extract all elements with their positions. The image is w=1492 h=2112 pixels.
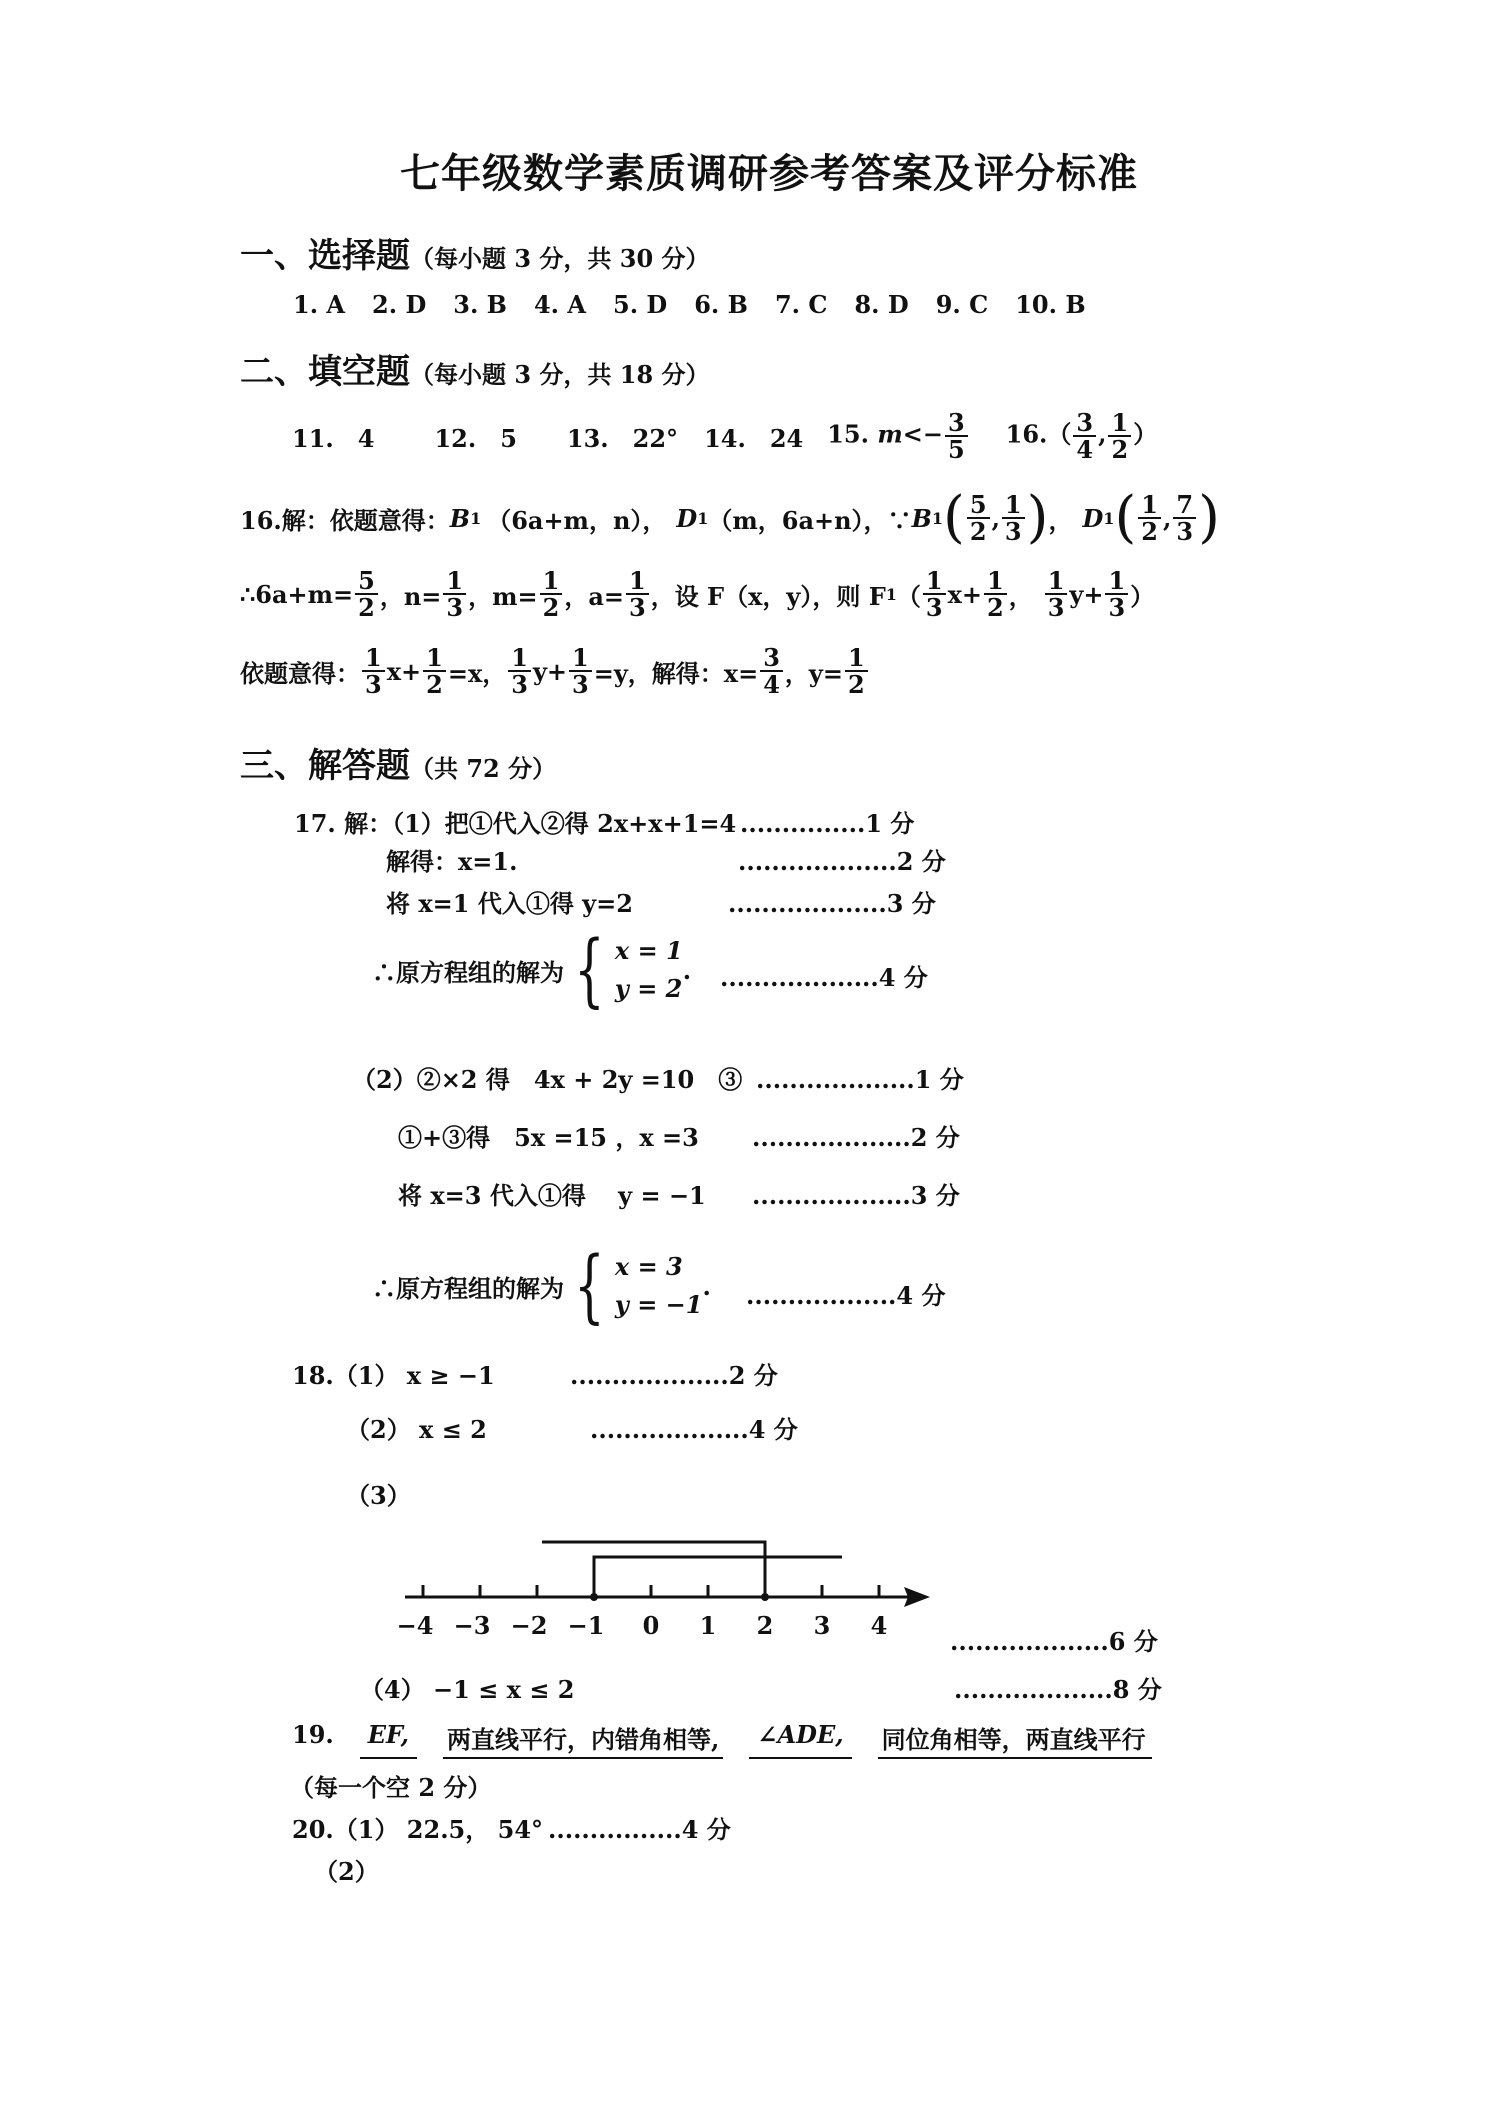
text: ∴原方程组的解为	[372, 1273, 564, 1303]
denominator: 3	[511, 670, 528, 700]
equation-brace	[564, 1239, 703, 1332]
text: =y，解得：x=	[593, 658, 759, 688]
q17-line-2: 解得：x=1.	[386, 847, 518, 876]
numerator: 1	[845, 645, 868, 672]
answer-item: 5. D	[613, 290, 668, 319]
answer-item: 8. D	[854, 290, 909, 319]
fraction	[569, 643, 592, 700]
fraction	[362, 643, 385, 700]
tick-label: 1	[699, 1611, 717, 1640]
denominator: 2	[358, 593, 375, 623]
left-paren: (	[943, 485, 965, 550]
text: y+	[532, 656, 568, 686]
denominator: 3	[925, 593, 943, 623]
score-dots: ...............1 分	[740, 809, 915, 838]
comma: ，	[1008, 581, 1033, 611]
q16-line-2	[240, 566, 1155, 623]
q20-line-2: （2）	[314, 1857, 379, 1886]
fraction	[626, 566, 649, 623]
fill-answer: 11. 4	[292, 423, 375, 453]
relation: <−	[902, 419, 943, 449]
section-heading-fill	[240, 344, 710, 393]
text: ，a=	[564, 581, 624, 611]
text: （m，6a+n），∵	[708, 505, 912, 535]
comma: ，	[1048, 505, 1073, 535]
numerator: 5	[355, 568, 378, 595]
q18-line-2: （2） x ≤ 2	[346, 1415, 487, 1444]
q17-part2-line-1: （2）②×2 得 4x + 2y =10 ③	[352, 1065, 743, 1094]
text: 16.解：依题意得：	[240, 505, 450, 535]
score-dots: ...................2 分	[738, 847, 946, 876]
left-paren: (	[1114, 485, 1137, 550]
tick-label: −1	[567, 1611, 605, 1640]
answer-blank: 两直线平行，内错角相等,	[443, 1720, 723, 1759]
q17-part2-line-2: ①+③得 5x =15 ，x =3	[398, 1123, 699, 1152]
q19-line	[292, 1720, 1152, 1759]
text: （6a+m，n），	[487, 505, 667, 535]
score-dots: ...................6 分	[950, 1627, 1158, 1656]
endpoint-dot	[761, 1593, 769, 1601]
solution-bracket-x-ge-neg1	[594, 1557, 842, 1597]
numerator: 1	[1002, 492, 1025, 519]
var: D	[1082, 503, 1104, 533]
fraction	[355, 566, 378, 623]
denominator: 5	[947, 435, 965, 465]
fill-answers	[292, 408, 1158, 465]
fill-answer-16	[1005, 408, 1158, 465]
section-heading-text: 一、选择题	[240, 236, 410, 276]
solution-bracket-x-le-2	[542, 1542, 765, 1597]
equation-brace	[564, 923, 683, 1016]
fraction	[945, 408, 968, 465]
section-note: （每小题 3 分，共 30 分）	[410, 244, 710, 273]
denominator: 2	[542, 593, 560, 623]
equation: x = 1	[614, 935, 683, 965]
text: =x，	[447, 658, 507, 688]
denominator: 3	[1047, 593, 1065, 623]
equation: x = 3	[614, 1251, 683, 1281]
text: 依题意得：	[240, 658, 360, 688]
answer-item: 9. C	[935, 290, 989, 319]
question-number: 19.	[292, 1720, 334, 1749]
tick-label: 0	[642, 1611, 660, 1640]
answer-blank: ∠ADE,	[749, 1720, 851, 1759]
tick-label: 3	[813, 1611, 831, 1640]
denominator: 3	[1004, 517, 1022, 546]
score-dots: ...................8 分	[954, 1675, 1162, 1704]
fraction	[1045, 566, 1068, 623]
denominator: 2	[1111, 435, 1129, 465]
section-heading-solve	[240, 738, 556, 787]
denominator: 2	[426, 670, 443, 700]
numerator: 3	[945, 410, 968, 437]
subscript: 1	[470, 508, 482, 528]
var: B	[449, 503, 471, 533]
numerator: 1	[362, 645, 385, 672]
var: m	[877, 419, 903, 449]
numerator: 1	[540, 568, 563, 595]
denominator: 3	[1108, 593, 1126, 623]
text: ∴原方程组的解为	[372, 957, 564, 987]
brace-glyph: {	[574, 923, 605, 1016]
denominator: 3	[1176, 517, 1194, 546]
brace-glyph: {	[574, 1239, 605, 1332]
tick-label: −3	[453, 1611, 491, 1640]
fraction	[923, 566, 946, 623]
comma: ,	[1163, 503, 1172, 533]
text: ，n=	[379, 581, 442, 611]
fill-answer: 13. 22°	[566, 423, 679, 453]
score-dots: ...................4 分	[720, 963, 928, 992]
score-dots: ...................3 分	[728, 889, 936, 918]
numerator: 3	[760, 645, 783, 672]
text: ）	[1130, 581, 1155, 611]
score-dots: ...................2 分	[752, 1123, 960, 1152]
denominator: 3	[365, 670, 382, 700]
equation: y = 2	[614, 974, 683, 1003]
fraction	[423, 643, 446, 700]
numerator: 1	[1045, 568, 1068, 595]
tick-label: −4	[396, 1611, 434, 1640]
numerator: 5	[967, 492, 990, 519]
fraction	[1138, 489, 1161, 546]
numerator: 1	[423, 645, 446, 672]
score-dots: ..................4 分	[746, 1281, 946, 1310]
fraction	[1173, 489, 1196, 546]
q17-solution-2	[372, 1239, 711, 1332]
equation: y = −1	[614, 1290, 703, 1319]
numerator: 1	[1108, 410, 1131, 437]
q19-note: （每一个空 2 分）	[290, 1773, 492, 1802]
fraction	[967, 489, 990, 546]
numerator: 1	[443, 568, 466, 595]
numerator: 1	[1105, 568, 1128, 595]
comma: ,	[1098, 419, 1107, 449]
fraction	[443, 566, 466, 623]
numerator: 1	[508, 645, 531, 672]
fraction	[845, 643, 868, 700]
answer-item: 2. D	[372, 290, 427, 319]
q20-line-1: 20.（1） 22.5， 54°	[292, 1815, 544, 1844]
denominator: 3	[629, 593, 646, 623]
score-dots: ................4 分	[548, 1815, 731, 1844]
right-paren: )	[1198, 485, 1220, 550]
answer-item: 10. B	[1015, 290, 1086, 319]
denominator: 3	[446, 593, 464, 623]
score-dots: ...................1 分	[756, 1065, 964, 1094]
answer-item: 3. B	[453, 290, 507, 319]
answer-item: 7. C	[774, 290, 828, 319]
q17-solution-1	[372, 923, 692, 1016]
numerator: 1	[626, 568, 649, 595]
numerator: 1	[1138, 492, 1161, 519]
q17-line-1: 17. 解：（1）把①代入②得 2x+x+1=4	[294, 809, 737, 838]
endpoint-dot	[590, 1593, 598, 1601]
text: y+	[1069, 579, 1104, 609]
answer-blank: EF,	[360, 1720, 417, 1759]
q18-line-3: （3）	[346, 1481, 411, 1510]
q16-line-1	[240, 485, 1220, 550]
denominator: 2	[987, 593, 1004, 623]
fill-answer-15	[827, 408, 969, 465]
section-note: （每小题 3 分，共 18 分）	[410, 360, 710, 389]
q18-line-1: 18.（1） x ≥ −1	[292, 1361, 495, 1390]
denominator: 2	[847, 670, 865, 700]
section-heading-text: 二、填空题	[240, 352, 410, 392]
fraction	[760, 643, 783, 700]
numerator: 1	[984, 568, 1007, 595]
denominator: 2	[1141, 517, 1158, 546]
numerator: 7	[1173, 492, 1196, 519]
answer-blank: 同位角相等，两直线平行	[878, 1720, 1152, 1759]
text: （	[896, 581, 921, 611]
comma: ,	[991, 503, 1000, 533]
numerator: 3	[1073, 410, 1096, 437]
fraction	[1002, 489, 1025, 546]
section-heading-choice	[240, 228, 710, 277]
denominator: 3	[572, 670, 589, 700]
period: .	[702, 1271, 711, 1301]
page-title: 七年级数学素质调研参考答案及评分标准	[400, 150, 1138, 197]
denominator: 4	[1076, 435, 1094, 465]
tick-label: 2	[756, 1611, 774, 1640]
subscript: 1	[885, 584, 897, 604]
numerator: 1	[923, 568, 946, 595]
fill-answer: 12. 5	[434, 423, 517, 453]
var: B	[911, 503, 932, 533]
tick-label: 4	[870, 1611, 888, 1640]
q17-part2-line-3: 将 x=3 代入①得 y = −1	[398, 1181, 706, 1210]
answer-item: 6. B	[694, 290, 748, 319]
score-dots: ...................3 分	[752, 1181, 960, 1210]
subscript: 1	[931, 508, 943, 528]
var: D	[676, 503, 698, 533]
text: ∴6a+m=	[240, 579, 354, 609]
choice-answers	[293, 290, 1086, 319]
text: ，y=	[784, 658, 843, 688]
fraction	[1073, 408, 1096, 465]
numerator: 1	[569, 645, 592, 672]
subscript: 1	[1103, 508, 1115, 528]
q16-line-3	[240, 643, 870, 700]
fraction	[508, 643, 531, 700]
right-paren: )	[1026, 485, 1049, 550]
label: 16.（	[1005, 419, 1072, 449]
text: ，m=	[468, 581, 538, 611]
section-heading-text: 三、解答题	[240, 746, 410, 786]
tick-label: −2	[510, 1611, 548, 1640]
q17-line-3: 将 x=1 代入①得 y=2	[386, 889, 633, 918]
text: x+	[386, 656, 422, 686]
label: 15.	[827, 419, 878, 449]
number-line	[390, 1520, 950, 1650]
fraction	[1105, 566, 1128, 623]
section-note: （共 72 分）	[410, 754, 557, 783]
score-dots: ...................2 分	[570, 1361, 778, 1390]
fraction	[540, 566, 563, 623]
label: ）	[1133, 419, 1158, 449]
text: ，设 F（x，y），则 F	[650, 581, 886, 611]
fill-answer: 14. 24	[704, 423, 804, 453]
denominator: 4	[763, 670, 780, 700]
fraction	[984, 566, 1007, 623]
q18-line-4: （4） −1 ≤ x ≤ 2	[360, 1675, 575, 1704]
period: .	[682, 955, 692, 985]
answer-item: 1. A	[293, 290, 346, 319]
text: x+	[947, 579, 983, 609]
score-dots: ...................4 分	[590, 1415, 798, 1444]
denominator: 2	[969, 517, 987, 546]
answer-item: 4. A	[533, 290, 586, 319]
fraction	[1108, 408, 1131, 465]
subscript: 1	[697, 508, 709, 528]
